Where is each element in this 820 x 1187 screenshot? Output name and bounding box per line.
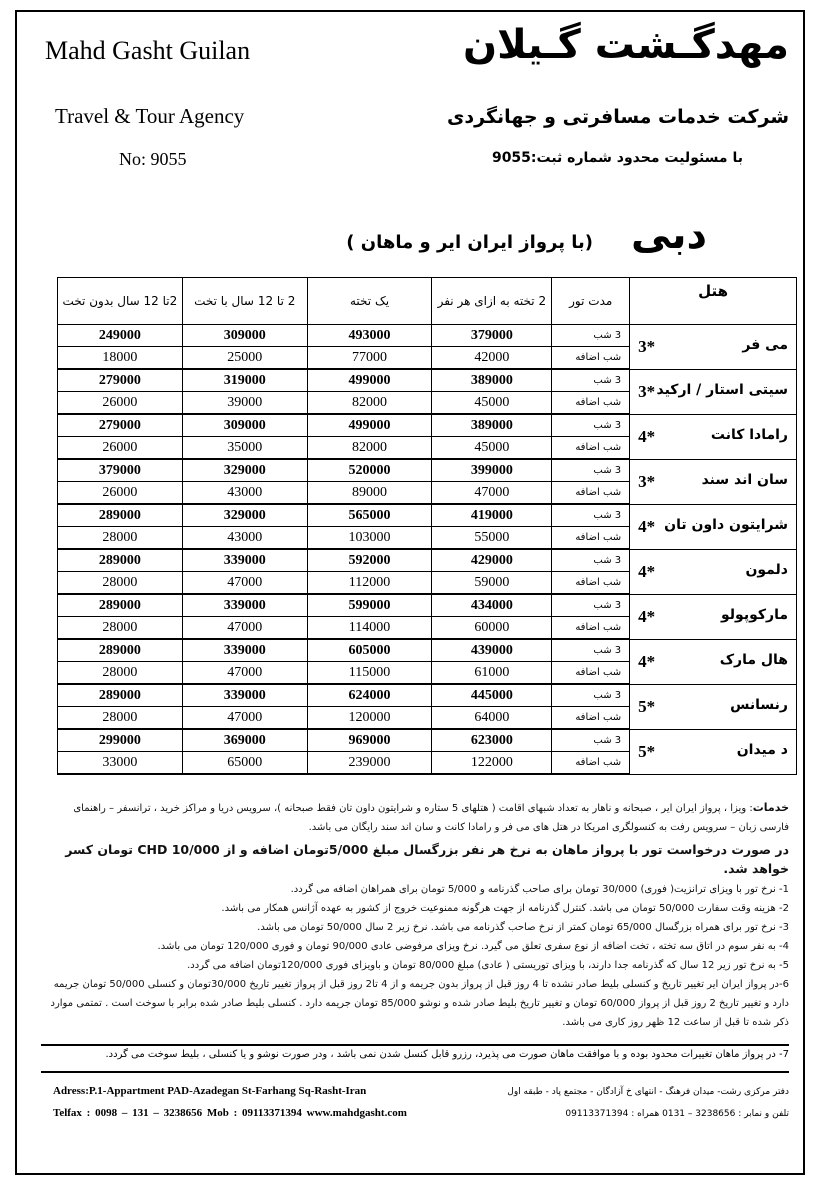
cell-extra-child-bed: 39000 [182,392,307,415]
hotel-stars: 3* [638,471,656,491]
cell-child-bed: 339000 [182,639,307,662]
hotel-name: د میدان [736,741,788,758]
cell-hotel [630,414,797,459]
cell-duration: 3 شب [552,459,630,482]
registration-fa: با مسئولیت محدود شماره ثبت:9055 [491,150,743,166]
cell-hotel [630,684,797,729]
hotel-name: رنسانس [730,696,788,713]
cell-extra-child-nobed: 28000 [58,572,183,595]
cell-extra-single: 112000 [307,572,432,595]
cell-child-nobed: 289000 [58,549,183,572]
table-header-row [58,278,797,325]
cell-child-bed: 339000 [182,549,307,572]
cell-child-nobed: 299000 [58,729,183,752]
cell-extra-single: 103000 [307,527,432,550]
cell-twin: 623000 [432,729,552,752]
col-header-duration: مدت تور [552,278,630,325]
cell-extra-child-bed: 43000 [182,527,307,550]
cell-hotel [630,459,797,504]
cell-extra-twin: 45000 [432,437,552,460]
cell-child-nobed: 279000 [58,414,183,437]
price-table [57,277,797,775]
hotel-stars: 4* [638,516,656,536]
cell-extra-twin: 59000 [432,572,552,595]
divider [41,1071,789,1073]
hotel-stars: 4* [638,561,656,581]
cell-child-nobed: 289000 [58,684,183,707]
note-item: 7- در پرواز ماهان تغییرات محدود بوده و با موافقت ماهان صورت می پذیرد، رزرو قابل کنسل شدن نمی باشد ، ودر صورت نوشو و یا کنسلی ، بلیط سوخت می گردد. [105,1049,789,1060]
cell-single: 624000 [307,684,432,707]
cell-extra-single: 239000 [307,752,432,775]
hotel-name: سان اند سند [701,471,788,488]
table-row [58,549,797,572]
hotel-stars: 5* [638,696,656,716]
cell-hotel [630,369,797,414]
cell-duration: 3 شب [552,639,630,662]
cell-extra-child-nobed: 28000 [58,527,183,550]
col-header-child-nobed: 2تا 12 سال بدون تخت [58,278,183,325]
cell-extra-single: 82000 [307,392,432,415]
cell-duration: 3 شب [552,594,630,617]
table-row [58,594,797,617]
cell-twin: 445000 [432,684,552,707]
notes-section [45,798,789,1032]
cell-extra-duration: شب اضافه [552,707,630,730]
cell-child-nobed: 249000 [58,325,183,347]
cell-hotel [630,639,797,684]
cell-extra-child-bed: 47000 [182,662,307,685]
cell-extra-duration: شب اضافه [552,482,630,505]
cell-duration: 3 شب [552,325,630,347]
cell-extra-twin: 64000 [432,707,552,730]
hotel-stars: 3* [638,381,656,401]
cell-duration: 3 شب [552,414,630,437]
services-note [45,798,789,837]
note-item: 6-در پرواز ایران ایر تغییر تاریخ و کنسلی بلیط صادر نشده تا 4 روز قبل از پرواز بدون جریمه و از 4 تا2 روز قبل از پرواز تغییر تاریخ 30/000تومان و کنسلی 50/000 تومان جریمه دارد و تغییر تاریخ 2 روز قبل از پرواز 60/000 تومان و تغییر تاریخ بلیط صادر شده و نوشو 85/000 تومان جریمه دارد . کنسلی بلیط صادر شده برابر با سوخت است . تمتمی موارد ذکر شده تا قبل از ساعت 12 ظهر روز کاری می باشد. [50,979,789,1028]
cell-extra-duration: شب اضافه [552,437,630,460]
cell-single: 969000 [307,729,432,752]
hotel-name: دلمون [745,561,788,578]
cell-extra-child-nobed: 28000 [58,617,183,640]
hotel-name: مارکوپولو [721,606,788,623]
table-row [58,414,797,437]
cell-extra-child-nobed: 26000 [58,482,183,505]
cell-extra-twin: 122000 [432,752,552,775]
hotel-name: می فر [742,336,788,353]
cell-extra-single: 89000 [307,482,432,505]
cell-extra-child-bed: 43000 [182,482,307,505]
divider [41,1044,789,1046]
cell-single: 499000 [307,414,432,437]
cell-duration: 3 شب [552,504,630,527]
cell-twin: 429000 [432,549,552,572]
table-row [58,369,797,392]
cell-child-bed: 329000 [182,459,307,482]
table-row [58,325,797,347]
brand-name-en: Mahd Gasht Guilan [45,36,251,65]
cell-single: 599000 [307,594,432,617]
cell-extra-child-nobed: 28000 [58,707,183,730]
cell-extra-single: 120000 [307,707,432,730]
cell-extra-twin: 45000 [432,392,552,415]
note-item: 5- به نرخ تور زیر 12 سال که گذرنامه جدا دارند، با ویزای توریستی ( عادی) مبلغ 80/000 تومان و باویزای فوری 120/000تومان اضافه می گردد. [187,960,789,971]
cell-extra-single: 115000 [307,662,432,685]
col-header-twin: 2 تخته به ازای هر نفر [432,278,552,325]
cell-hotel [630,504,797,549]
cell-single: 499000 [307,369,432,392]
hotel-stars: 3* [638,336,656,356]
cell-extra-duration: شب اضافه [552,347,630,370]
table-row [58,729,797,752]
cell-twin: 379000 [432,325,552,347]
cell-extra-child-bed: 47000 [182,707,307,730]
airline-note: (با پرواز ایران ایر و ماهان ) [346,232,593,253]
note-item: 1- نرخ تور با ویزای ترانزیت( فوری) 30/000 تومان برای صاحب گذرنامه و 5/000 تومان برای همراهان اضافه می گردد. [290,884,789,895]
cell-extra-child-nobed: 33000 [58,752,183,775]
cell-child-bed: 309000 [182,325,307,347]
cell-extra-twin: 55000 [432,527,552,550]
address-fa: دفتر مرکزی رشت- میدان فرهنگ - انتهای خ آزادگان - مجتمع پاد - طبقه اول [507,1087,789,1097]
cell-single: 605000 [307,639,432,662]
cell-duration: 3 شب [552,549,630,572]
cell-extra-twin: 47000 [432,482,552,505]
cell-extra-duration: شب اضافه [552,572,630,595]
cell-child-nobed: 289000 [58,639,183,662]
cell-extra-twin: 42000 [432,347,552,370]
cell-extra-twin: 60000 [432,617,552,640]
cell-single: 493000 [307,325,432,347]
registration-en: No: 9055 [119,149,187,169]
cell-twin: 399000 [432,459,552,482]
cell-extra-duration: شب اضافه [552,662,630,685]
note-item: 3- نرخ تور برای همراه بزرگسال 65/000 تومان کمتر از نرخ صاحب گذرنامه می باشد. نرخ زیر 2 سال 50/000 تومان می باشد. [257,922,789,933]
cell-hotel [630,549,797,594]
cell-hotel [630,594,797,639]
cell-extra-child-bed: 47000 [182,617,307,640]
cell-extra-single: 82000 [307,437,432,460]
tagline-en: Travel & Tour Agency [55,104,245,128]
cell-single: 565000 [307,504,432,527]
cell-extra-child-nobed: 26000 [58,437,183,460]
cell-extra-single: 114000 [307,617,432,640]
cell-single: 520000 [307,459,432,482]
cell-child-bed: 319000 [182,369,307,392]
table-row [58,684,797,707]
table-row [58,504,797,527]
col-header-single: یک تخته [307,278,432,325]
hotel-stars: 5* [638,741,656,761]
hotel-stars: 4* [638,426,656,446]
cell-twin: 389000 [432,369,552,392]
hotel-stars: 4* [638,606,656,626]
col-header-child-bed: 2 تا 12 سال با تخت [182,278,307,325]
cell-extra-child-nobed: 18000 [58,347,183,370]
document-page [15,10,805,1175]
cell-duration: 3 شب [552,369,630,392]
brand-name-fa: مهدگـشت گـیلان [463,22,789,68]
cell-extra-duration: شب اضافه [552,752,630,775]
cell-twin: 419000 [432,504,552,527]
cell-extra-child-bed: 25000 [182,347,307,370]
cell-hotel [630,729,797,774]
cell-extra-child-nobed: 26000 [58,392,183,415]
destination-title: دبی [630,212,707,258]
cell-child-bed: 309000 [182,414,307,437]
note-item: 4- به نفر سوم در اتاق سه تخته ، تخت اضافه از نوع سفری تعلق می گیرد. نرخ ویزای مرفوضی عادی 90/000 تومان و فوری 120/000 تومان می باشد. [157,941,789,952]
cell-extra-child-bed: 47000 [182,572,307,595]
note-item: 2- هزینه وقت سفارت 50/000 تومان می باشد. کنترل گذرنامه از جهت هرگونه ممنوعیت خروج از کشور به عهده آژانس همکار می باشد. [221,903,789,914]
tagline-fa: شرکت خدمات مسافرتی و جهانگردی [447,106,789,128]
cell-duration: 3 شب [552,729,630,752]
cell-twin: 439000 [432,639,552,662]
cell-child-nobed: 279000 [58,369,183,392]
hotel-name: سیتی استار / ارکید [656,381,788,398]
table-row [58,459,797,482]
hotel-name: هال مارک [719,651,788,668]
cell-child-nobed: 289000 [58,504,183,527]
cell-child-bed: 339000 [182,684,307,707]
cell-extra-child-nobed: 28000 [58,662,183,685]
cell-child-bed: 369000 [182,729,307,752]
cell-duration: 3 شب [552,684,630,707]
cell-child-nobed: 379000 [58,459,183,482]
cell-child-nobed: 289000 [58,594,183,617]
hotel-stars: 4* [638,651,656,671]
cell-extra-child-bed: 35000 [182,437,307,460]
hotel-name: شرایتون داون تان [664,516,788,533]
contact-en: Telfax : 0098 – 131 – 3238656 Mob : 09113371394 www.mahdgasht.com [53,1107,407,1119]
services-label: خدمات [752,801,789,814]
address-en: Adress:P.1-Appartment PAD-Azadegan St-Farhang Sq-Rasht-Iran [53,1085,367,1097]
col-header-hotel: هتل [630,278,797,325]
cell-extra-single: 77000 [307,347,432,370]
contact-fa: تلفن و نمابر : 3238656 – 0131 همراه : 09113371394 [565,1109,789,1119]
mahan-note: در صورت درخواست تور با پرواز ماهان به نرخ هر نفر بزرگسال مبلغ 5/000تومان اضافه و از CHD 10/000 تومان کسر خواهد شد. [65,842,789,876]
table-row [58,639,797,662]
cell-single: 592000 [307,549,432,572]
cell-twin: 434000 [432,594,552,617]
cell-child-bed: 339000 [182,594,307,617]
cell-extra-duration: شب اضافه [552,527,630,550]
cell-hotel [630,325,797,370]
cell-extra-child-bed: 65000 [182,752,307,775]
cell-child-bed: 329000 [182,504,307,527]
cell-extra-duration: شب اضافه [552,617,630,640]
cell-extra-twin: 61000 [432,662,552,685]
cell-extra-duration: شب اضافه [552,392,630,415]
services-text: : ویزا ، پرواز ایران ایر ، صبحانه و ناهار به تعداد شبهای اقامت ( هتلهای 5 ستاره و شرایتون داون تان فقط صبحانه )، سرویس دریا و مراکز خرید ، ترانسفر – راهنمای فارسی زبان – سرویس رفت به کنسولگری امریکا در هتل های می فر و رامادا کانت و سان اند سند رایگان می باشد. [73,803,789,833]
hotel-name: رامادا کانت [710,426,788,443]
cell-twin: 389000 [432,414,552,437]
